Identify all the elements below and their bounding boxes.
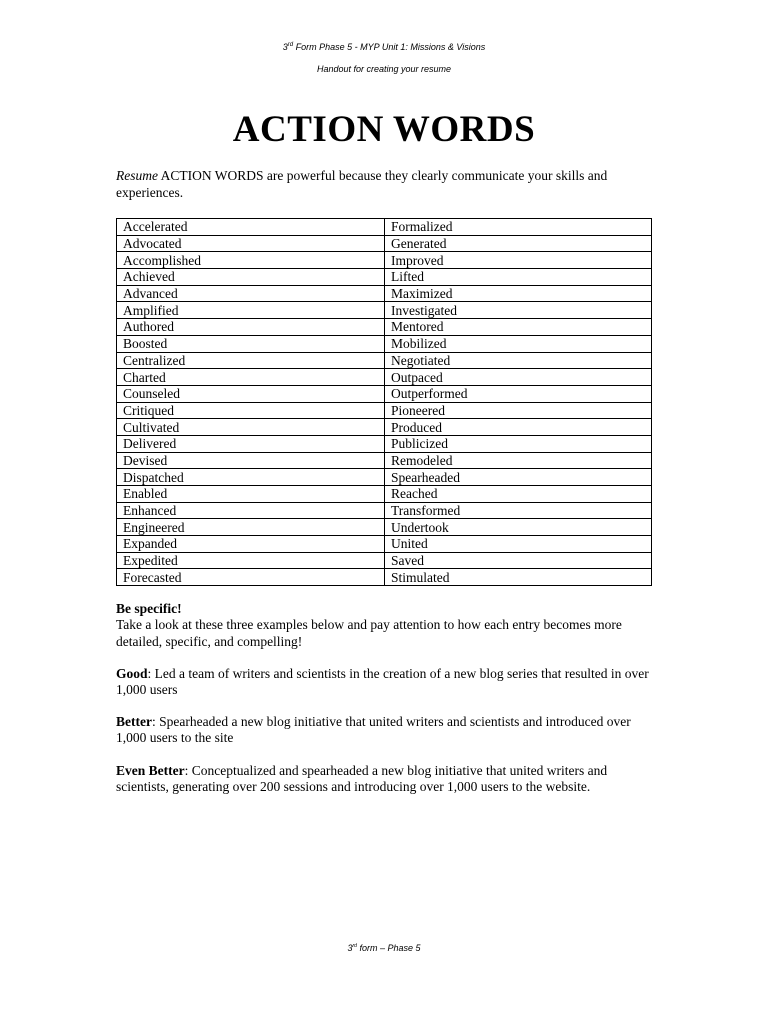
table-row (117, 352, 652, 369)
table-row (117, 569, 652, 586)
table-row (117, 319, 652, 336)
word-cell-left: Counseled (117, 385, 385, 402)
word-cell-right: United (385, 536, 652, 553)
word-cell-left: Accelerated (117, 219, 385, 236)
word-cell-left: Critiqued (117, 402, 385, 419)
word-cell-right: Reached (385, 486, 652, 503)
word-cell-right: Spearheaded (385, 469, 652, 486)
word-cell-right: Stimulated (385, 569, 652, 586)
word-cell-left: Centralized (117, 352, 385, 369)
word-cell-left: Enabled (117, 486, 385, 503)
word-cell-right: Mentored (385, 319, 652, 336)
better-example (116, 714, 656, 747)
word-cell-right: Pioneered (385, 402, 652, 419)
action-words-table (116, 218, 652, 586)
word-cell-right: Outperformed (385, 385, 652, 402)
word-cell-left: Amplified (117, 302, 385, 319)
header-unit-text: Form Phase 5 - MYP Unit 1: Missions & Visions (293, 42, 486, 52)
word-cell-left: Forecasted (117, 569, 385, 586)
table-row (117, 369, 652, 386)
better-label: Better (116, 714, 152, 729)
word-cell-right: Mobilized (385, 335, 652, 352)
table-row (117, 385, 652, 402)
better-text: : Spearheaded a new blog initiative that united writers and scientists and introduced over 1,000 users to the site (116, 714, 631, 746)
header-form-number: 3 (282, 42, 288, 52)
even-better-label: Even Better (116, 763, 185, 778)
word-cell-right: Remodeled (385, 452, 652, 469)
word-cell-right: Investigated (385, 302, 652, 319)
word-cell-left: Expedited (117, 552, 385, 569)
table-row (117, 552, 652, 569)
table-row (117, 285, 652, 302)
table-row (117, 302, 652, 319)
word-cell-left: Devised (117, 452, 385, 469)
header-unit-line (0, 42, 768, 52)
word-cell-left: Cultivated (117, 419, 385, 436)
intro-text: ACTION WORDS are powerful because they clearly communicate your skills and experiences. (116, 168, 608, 200)
word-cell-right: Outpaced (385, 369, 652, 386)
table-row (117, 536, 652, 553)
footer-ordinal-suffix: rd (352, 943, 357, 949)
word-cell-left: Boosted (117, 335, 385, 352)
table-row (117, 502, 652, 519)
word-cell-right: Transformed (385, 502, 652, 519)
table-row (117, 402, 652, 419)
footer-text: form – Phase 5 (356, 943, 421, 953)
table-row (117, 486, 652, 503)
table-row (117, 419, 652, 436)
word-cell-left: Expanded (117, 536, 385, 553)
even-better-text: : Conceptualized and spearheaded a new blog initiative that united writers and scientists, generating over 200 sessions and introducing over 1,000 users to the website. (116, 763, 608, 795)
intro-paragraph (116, 168, 656, 201)
word-cell-right: Formalized (385, 219, 652, 236)
word-cell-right: Lifted (385, 269, 652, 286)
page-title: ACTION WORDS (232, 109, 536, 150)
footer-form-number: 3 (347, 943, 353, 953)
word-cell-right: Saved (385, 552, 652, 569)
even-better-example (116, 763, 656, 796)
action-words-table-body (117, 219, 652, 586)
be-specific-section (116, 601, 656, 650)
word-cell-left: Engineered (117, 519, 385, 536)
table-row (117, 469, 652, 486)
word-cell-right: Maximized (385, 285, 652, 302)
word-cell-left: Authored (117, 319, 385, 336)
table-row (117, 335, 652, 352)
be-specific-heading: Be specific! (116, 601, 182, 616)
table-row (117, 252, 652, 269)
table-row (117, 519, 652, 536)
word-cell-right: Negotiated (385, 352, 652, 369)
header-handout-line: Handout for creating your resume (316, 64, 452, 74)
header-ordinal-suffix: rd (287, 42, 294, 48)
word-cell-right: Generated (385, 235, 652, 252)
word-cell-left: Accomplished (117, 252, 385, 269)
good-label: Good (116, 666, 148, 681)
good-example (116, 666, 656, 699)
word-cell-left: Enhanced (117, 502, 385, 519)
word-cell-left: Charted (117, 369, 385, 386)
word-cell-left: Dispatched (117, 469, 385, 486)
table-row (117, 235, 652, 252)
table-row (117, 269, 652, 286)
good-text: : Led a team of writers and scientists in the creation of a new blog series that resulted in over 1,000 users (116, 666, 649, 698)
table-row (117, 452, 652, 469)
table-row (117, 435, 652, 452)
word-cell-left: Advanced (117, 285, 385, 302)
word-cell-right: Publicized (385, 435, 652, 452)
be-specific-text: Take a look at these three examples below and pay attention to how each entry becomes more detailed, specific, and compelling! (116, 617, 622, 649)
page-footer (0, 943, 768, 953)
word-cell-left: Advocated (117, 235, 385, 252)
word-cell-right: Produced (385, 419, 652, 436)
table-row (117, 219, 652, 236)
word-cell-left: Achieved (117, 269, 385, 286)
word-cell-right: Improved (385, 252, 652, 269)
word-cell-right: Undertook (385, 519, 652, 536)
intro-italic-word: Resume (116, 168, 158, 183)
word-cell-left: Delivered (117, 435, 385, 452)
